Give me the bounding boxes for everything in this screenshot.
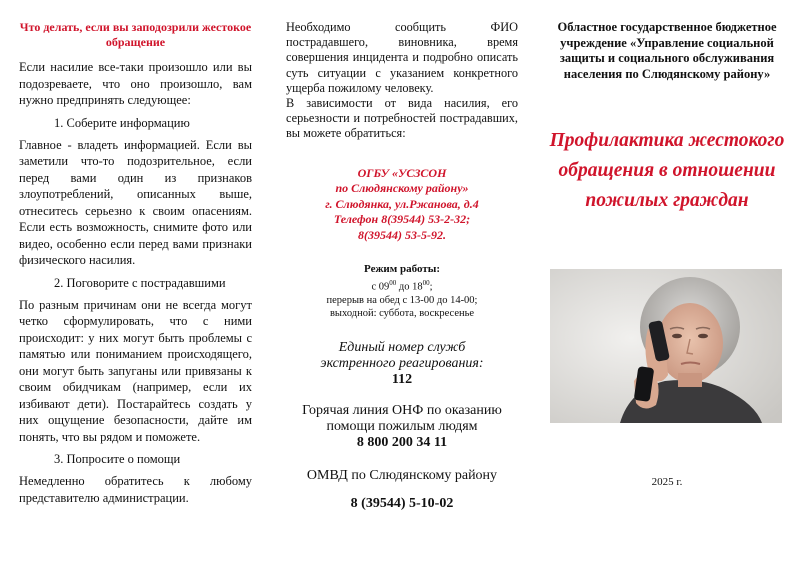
right-column bbox=[534, 0, 800, 565]
org-phone-1: Телефон 8(39544) 53-2-32; bbox=[333, 212, 471, 227]
report-instructions: Необходимо сообщить ФИО пострадавшего, виновника, время совершения инцидента и подробно описать суть ситуации с указанием конкретного ущерба пожилому человеку. bbox=[286, 20, 518, 95]
middle-column bbox=[272, 0, 534, 565]
hours-title: Режим работы: bbox=[364, 263, 440, 276]
hours-line: с $09^{00}$ до $18^{00}$; bbox=[371, 278, 433, 293]
section-2-text: По разным причинам они не всегда могут четко сформулировать, что с ними происходит: у них могут быть проблемы с памятью или пониманием происходящего, они могут быть запуганы или привязаны к своим обидчикам (например, если их избивают дети). Постарайтесь создать у них ощущение безопасности, дайте им понять, что вы рядом и поможете. bbox=[19, 297, 252, 444]
section-2-heading: 2. Поговорите с пострадавшими bbox=[54, 275, 226, 290]
org-name-line-1: ОГБУ «УСЗСОН bbox=[357, 165, 447, 180]
hotline-label-1: Горячая линия ОНФ по оказанию bbox=[302, 402, 502, 418]
emergency-label-2: экстренного реагирования: bbox=[320, 355, 484, 371]
days-off: выходной: суббота, воскресенье bbox=[329, 308, 475, 320]
section-3-text: Немедленно обратитесь к любому представителю администрации. bbox=[19, 474, 252, 505]
hotline-label-2: помощи пожилым людям bbox=[326, 418, 478, 434]
organization-contacts bbox=[286, 166, 518, 244]
hotline-number: 8 800 200 34 11 bbox=[356, 434, 448, 450]
left-column bbox=[0, 0, 272, 565]
org-phone-2: 8(39544) 53-5-92. bbox=[358, 227, 446, 242]
left-title: Что делать, если вы заподозрили жестокое обращение bbox=[19, 20, 252, 49]
org-name-line-2: по Слюдянскому району» bbox=[335, 181, 469, 196]
hotline-block bbox=[286, 403, 518, 435]
brochure-title: Профилактика жестокого обращения в отношении пожилых граждан bbox=[549, 130, 785, 211]
emergency-number: 112 bbox=[391, 371, 413, 387]
emergency-label-1: Единый номер служб bbox=[338, 339, 466, 355]
section-1-heading: 1. Соберите информацию bbox=[54, 115, 190, 130]
section-1-text: Главное - владеть информацией. Если вы заметили что-то подозрительное, если перед вами один из признаков злоупотреблений, описанных выше, отнеситесь серьезно к своим опасениям. Если есть возможность, снимите фото или видео, особенно если перед вами признаки физического насилия. bbox=[19, 137, 252, 267]
working-hours bbox=[286, 263, 518, 321]
lunch-break: перерыв на обед с 13-00 до 14-00; bbox=[326, 294, 478, 306]
contact-intro: В зависимости от вида насилия, его серьезности и потребностей пострадавших, вы можете обратиться: bbox=[286, 96, 518, 141]
institution-name: Областное государственное бюджетное учреждение «Управление социальной защиты и социального обслуживания населения по Слюдянскому району» bbox=[557, 20, 777, 81]
elderly-woman-photo bbox=[550, 269, 782, 423]
publication-year: 2025 г. bbox=[651, 476, 683, 488]
section-3-heading: 3. Попросите о помощи bbox=[54, 452, 181, 466]
omvd-label: ОМВД по Слюдянскому району bbox=[306, 467, 498, 483]
emergency-block bbox=[286, 340, 518, 372]
omvd-number: 8 (39544) 5-10-02 bbox=[350, 495, 454, 511]
org-address: г. Слюдянка, ул.Ржанова, д.4 bbox=[325, 196, 479, 211]
intro-text: Если насилие все-таки произошло или вы подозреваете, что оно произошло, вам нужно предпринять следующее: bbox=[19, 60, 252, 107]
